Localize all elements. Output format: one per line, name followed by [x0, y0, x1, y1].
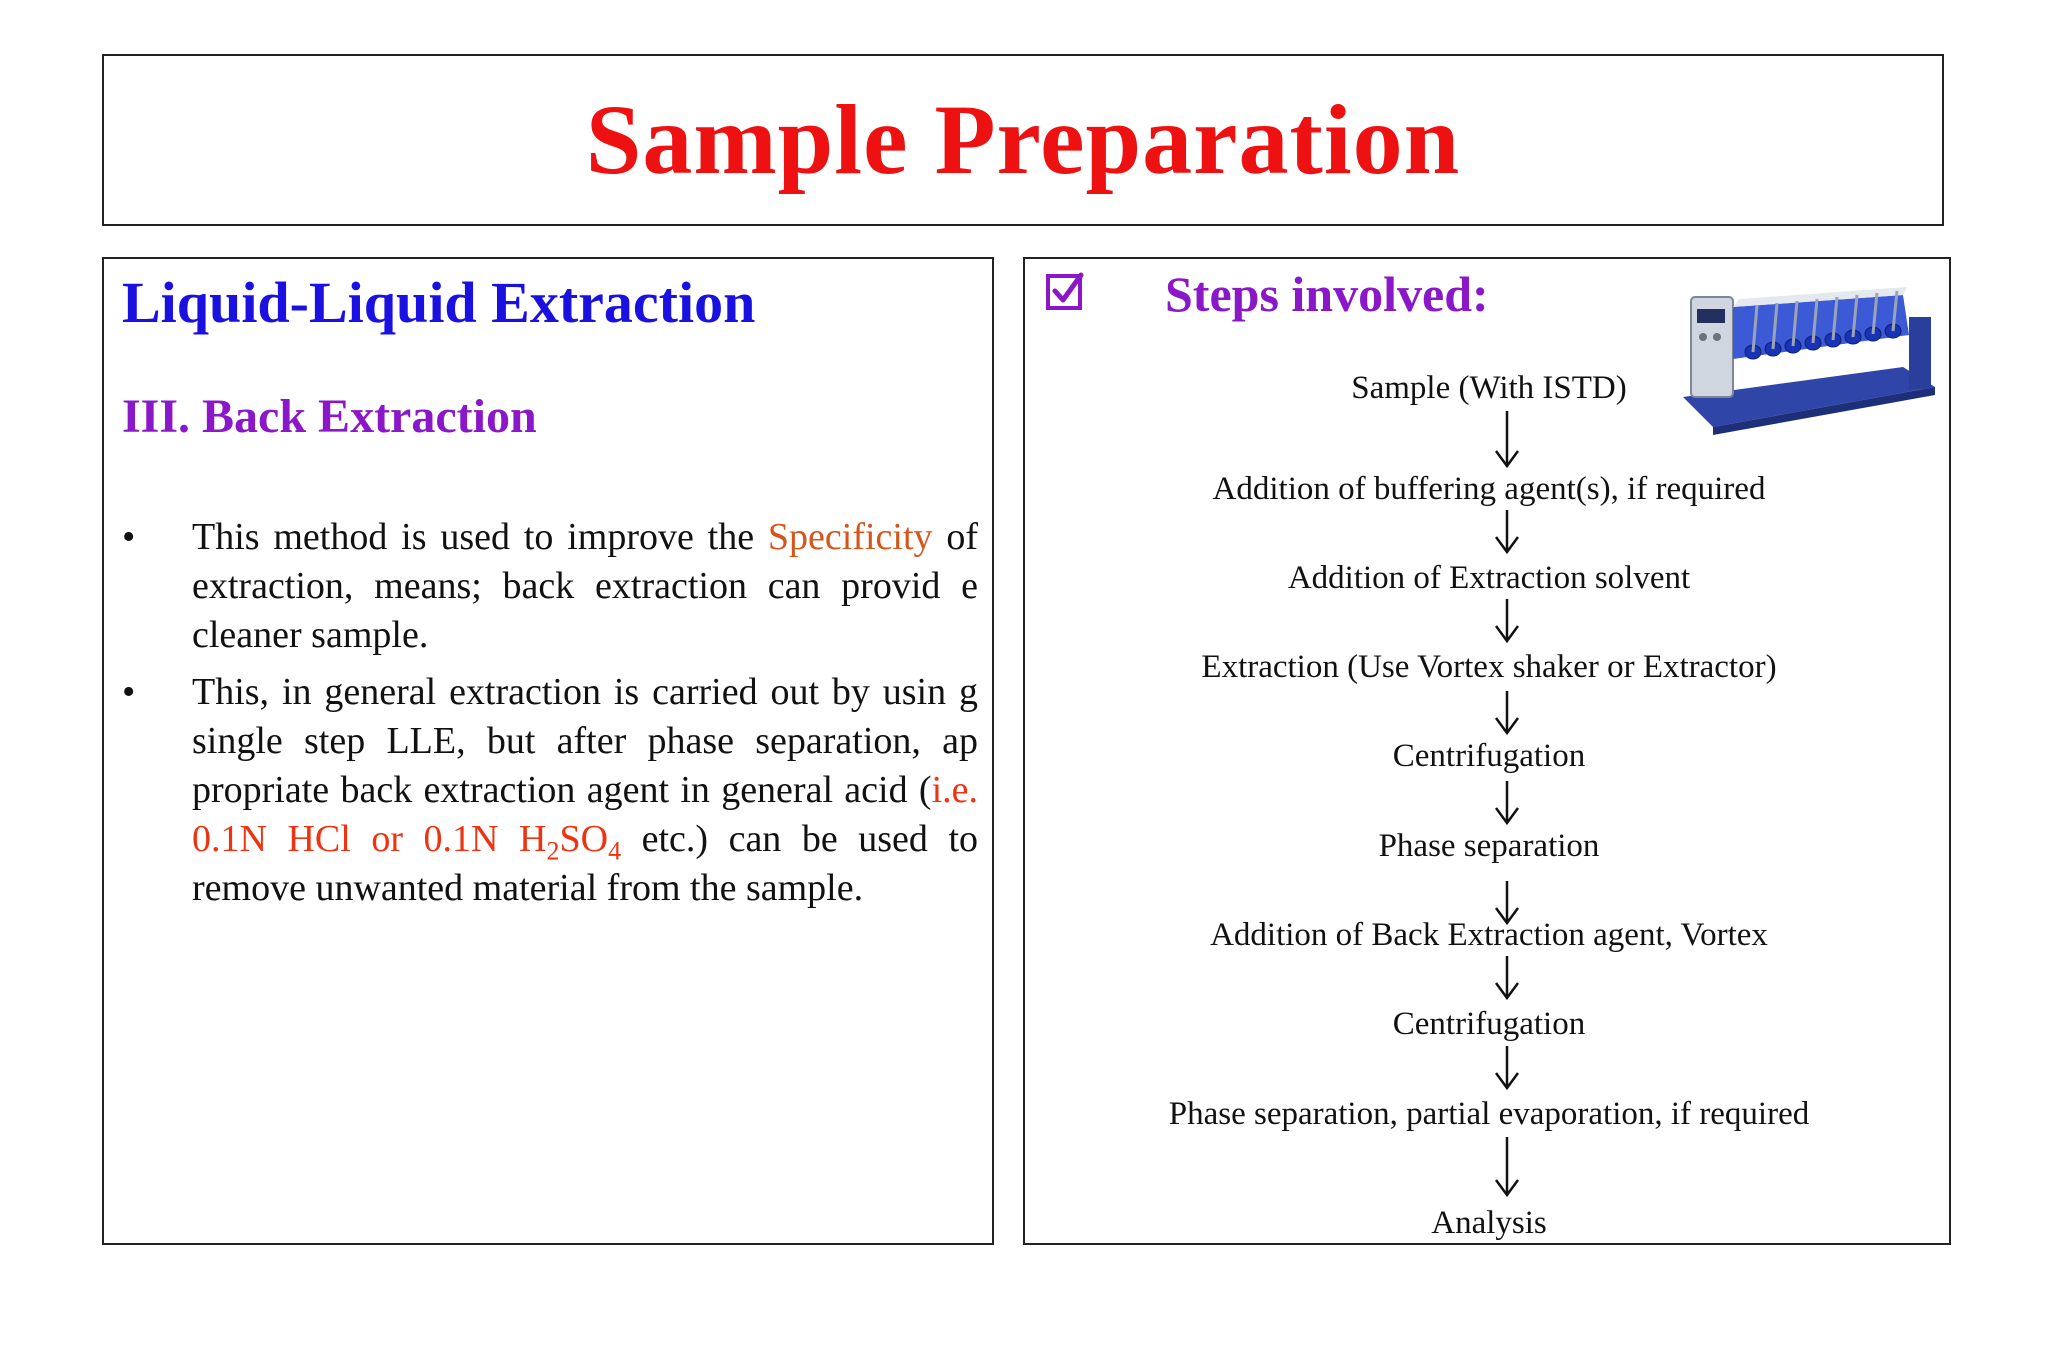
highlight-specificity: Specificity [767, 516, 933, 558]
section-heading: Liquid-Liquid Extraction [122, 270, 756, 335]
right-panel [1023, 257, 1951, 1245]
steps-heading: Steps involved: [1165, 266, 1489, 322]
step-4: Extraction (Use Vortex shaker or Extractor) [1201, 649, 1777, 685]
step-2: Addition of buffering agent(s), if required [1212, 471, 1766, 507]
step-10: Analysis [1431, 1205, 1547, 1241]
step-6: Phase separation [1378, 828, 1600, 864]
bullet-dot: • [122, 516, 136, 558]
title-box [102, 54, 1944, 226]
down-arrow-icon [1492, 508, 1522, 554]
step-3: Addition of Extraction solvent [1287, 560, 1691, 596]
bullet-text: of extraction, means; back extraction can provid e cleaner sample. [192, 516, 979, 656]
vortex-shaker-image [1673, 277, 1937, 437]
step-1: Sample (With ISTD) [1351, 370, 1627, 406]
down-arrow-icon [1492, 689, 1522, 735]
bullet-item-2 [122, 668, 978, 913]
bullet-list [122, 513, 978, 921]
slide-title: Sample Preparation [585, 84, 1461, 195]
subscript: 4 [608, 836, 622, 866]
down-arrow-icon [1492, 597, 1522, 643]
highlight-acid: SO [559, 818, 609, 860]
down-arrow-icon [1492, 879, 1522, 925]
bullet-text: This method is used to improve the [192, 516, 768, 558]
down-arrow-icon [1492, 954, 1522, 1000]
bullet-item-1 [122, 513, 978, 660]
down-arrow-icon [1492, 1044, 1522, 1090]
down-arrow-icon [1492, 1135, 1522, 1197]
step-5: Centrifugation [1392, 738, 1586, 774]
down-arrow-icon [1492, 779, 1522, 825]
step-8: Centrifugation [1392, 1006, 1586, 1042]
checked-box-icon [1045, 271, 1085, 311]
left-panel [102, 257, 994, 1245]
step-9: Phase separation, partial evaporation, if required [1168, 1096, 1810, 1132]
bullet-dot: • [122, 671, 136, 713]
down-arrow-icon [1492, 409, 1522, 469]
section-subheading: III. Back Extraction [122, 390, 537, 443]
bullet-text: This, in general extraction is carried out by usin g single step LLE, but after phase separation, ap propriate back extraction agent in general acid ( [192, 671, 978, 811]
step-7: Addition of Back Extraction agent, Vortex [1210, 917, 1768, 953]
bullet-text: etc.) can be used to remove unwanted material from the sample. [192, 818, 978, 909]
subscript: 2 [546, 836, 560, 866]
highlight-acid: i.e. 0.1N HCl or 0.1N H [192, 769, 978, 860]
